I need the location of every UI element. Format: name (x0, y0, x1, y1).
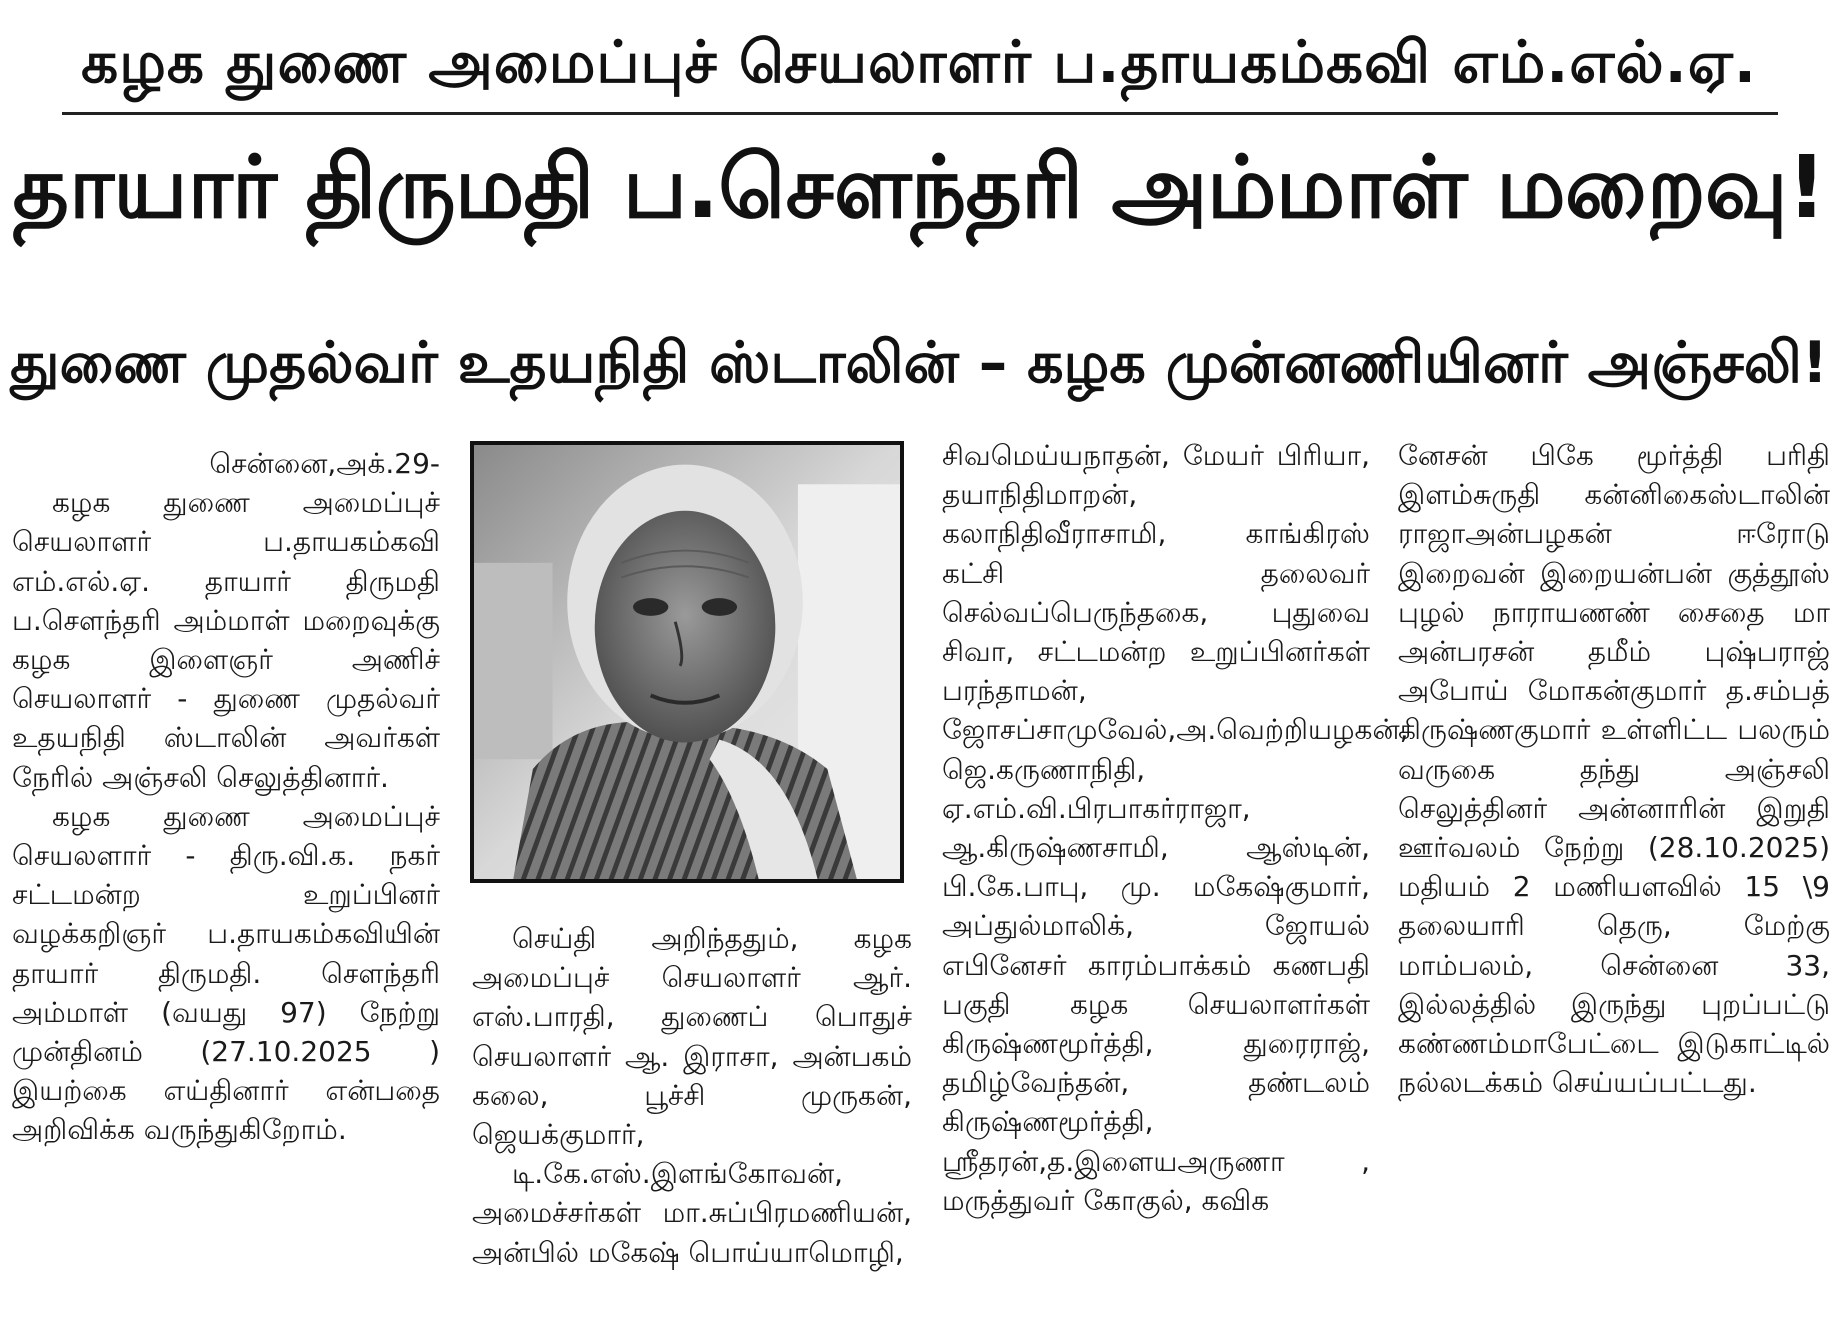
paragraph: சிவமெய்யநாதன், மேயர் பிரியா, தயாநிதிமாறன், கலாநிதிவீராசாமி, காங்கிரஸ் கட்சி தலைவர் செல்வப்பெருந்தகை, புதுவை சிவா, சட்டமன்ற உறுப்பினர்கள் பரந்தாமன், ஜோசப்சாமுவேல்,அ.வெற்றியழகன், ஜெ.கருணாநிதி, ஏ.எம்.வி.பிரபாகர்ராஜா, ஆ.கிருஷ்ணசாமி, ஆஸ்டின், பி.கே.பாபு, மு. மகேஷ்குமார், அப்துல்மாலிக், ஜோயல் எபினேசர் காரம்பாக்கம் கணபதி பகுதி கழக செயலாளர்கள் கிருஷ்ணமூர்த்தி, துரைராஜ், தமிழ்வேந்தன், தண்டலம் கிருஷ்ணமூர்த்தி, ஸ்ரீதரன்,த.இளையஅருணா , மருத்துவர் கோகுல், கவிக (942, 439, 1409, 1217)
paragraph: செய்தி அறிந்ததும், கழக அமைப்புச் செயலாளர் ஆர். எஸ்.பாரதி, துணைப் பொதுச் செயலாளர் ஆ. இராசா, அன்பகம் கலை, பூச்சி முருகன், ஜெயக்குமார், (472, 922, 912, 1152)
paragraph: டி.கே.எஸ்.இளங்கோவன், அமைச்சர்கள் மா.சுப்பிரமணியன், அன்பில் மகேஷ் பொய்யாமொழி, (472, 1157, 912, 1269)
dateline: சென்னை,அக்.29- (209, 447, 440, 480)
article-column-1 (12, 444, 440, 1150)
headline-top: கழக துணை அமைப்புச் செயலாளர் ப.தாயகம்கவி எம்.எல்.ஏ. (81, 28, 1757, 96)
headline-sub: துணை முதல்வர் உதயநிதி ஸ்டாலின் – கழக முன்னணியினர் அஞ்சலி! (10, 330, 1828, 396)
headline-main: தாயார் திருமதி ப.சௌந்தரி அம்மாள் மறைவு! (12, 138, 1826, 238)
portrait-image (474, 445, 900, 879)
paragraph: கழக துணை அமைப்புச் செயலளார் - திரு.வி.க. நகர் சட்டமன்ற உறுப்பினர் வழக்கறிஞர் ப.தாயகம்கவியின் தாயார் திருமதி. சௌந்தரி அம்மாள் (வயது 97) நேற்று முன்தினம் (27.10.2025 ) இயற்கை எய்தினார் என்பதை அறிவிக்க வருந்துகிறோம். (12, 799, 440, 1147)
article-column-2 (472, 919, 912, 1272)
paragraph: கழக துணை அமைப்புச் செயலாளர் ப.தாயகம்கவி எம்.எல்.ஏ. தாயார் திருமதி ப.சௌந்தரி அம்மாள் மறைவுக்கு கழக இளைஞர் அணிச் செயலாளர் - துணை முதல்வர் உதயநிதி ஸ்டாலின் அவர்கள் நேரில் அஞ்சலி செலுத்தினார். (12, 486, 440, 794)
headline-divider (62, 112, 1778, 115)
portrait-photo (470, 441, 904, 883)
article-column-4 (1398, 436, 1830, 1102)
article-column-3 (942, 436, 1409, 1220)
paragraph: னேசன் பிகே மூர்த்தி பரிதி இளம்சுருதி கன்னிகைஸ்டாலின் ராஜாஅன்பழகன் ஈரோடு இறைவன் இறையன்பன் குத்தூஸ் புழல் நாராயணண் சைதை மா அன்பரசன் தமீம் புஷ்பராஜ் அபோய் மோகன்குமார் த.சம்பத் கிருஷ்ணகுமார் உள்ளிட்ட பலரும் வருகை தந்து அஞ்சலி செலுத்தினர் அன்னாரின் இறுதி ஊர்வலம் நேற்று (28.10.2025) மதியம் 2 மணியளவில் 15 \9 தலையாரி தெரு, மேற்கு மாம்பலம், சென்னை 33, இல்லத்தில் இருந்து புறப்பட்டு கண்ணம்மாபேட்டை இடுகாட்டில் நல்லடக்கம் செய்யப்பட்டது. (1398, 439, 1830, 1100)
